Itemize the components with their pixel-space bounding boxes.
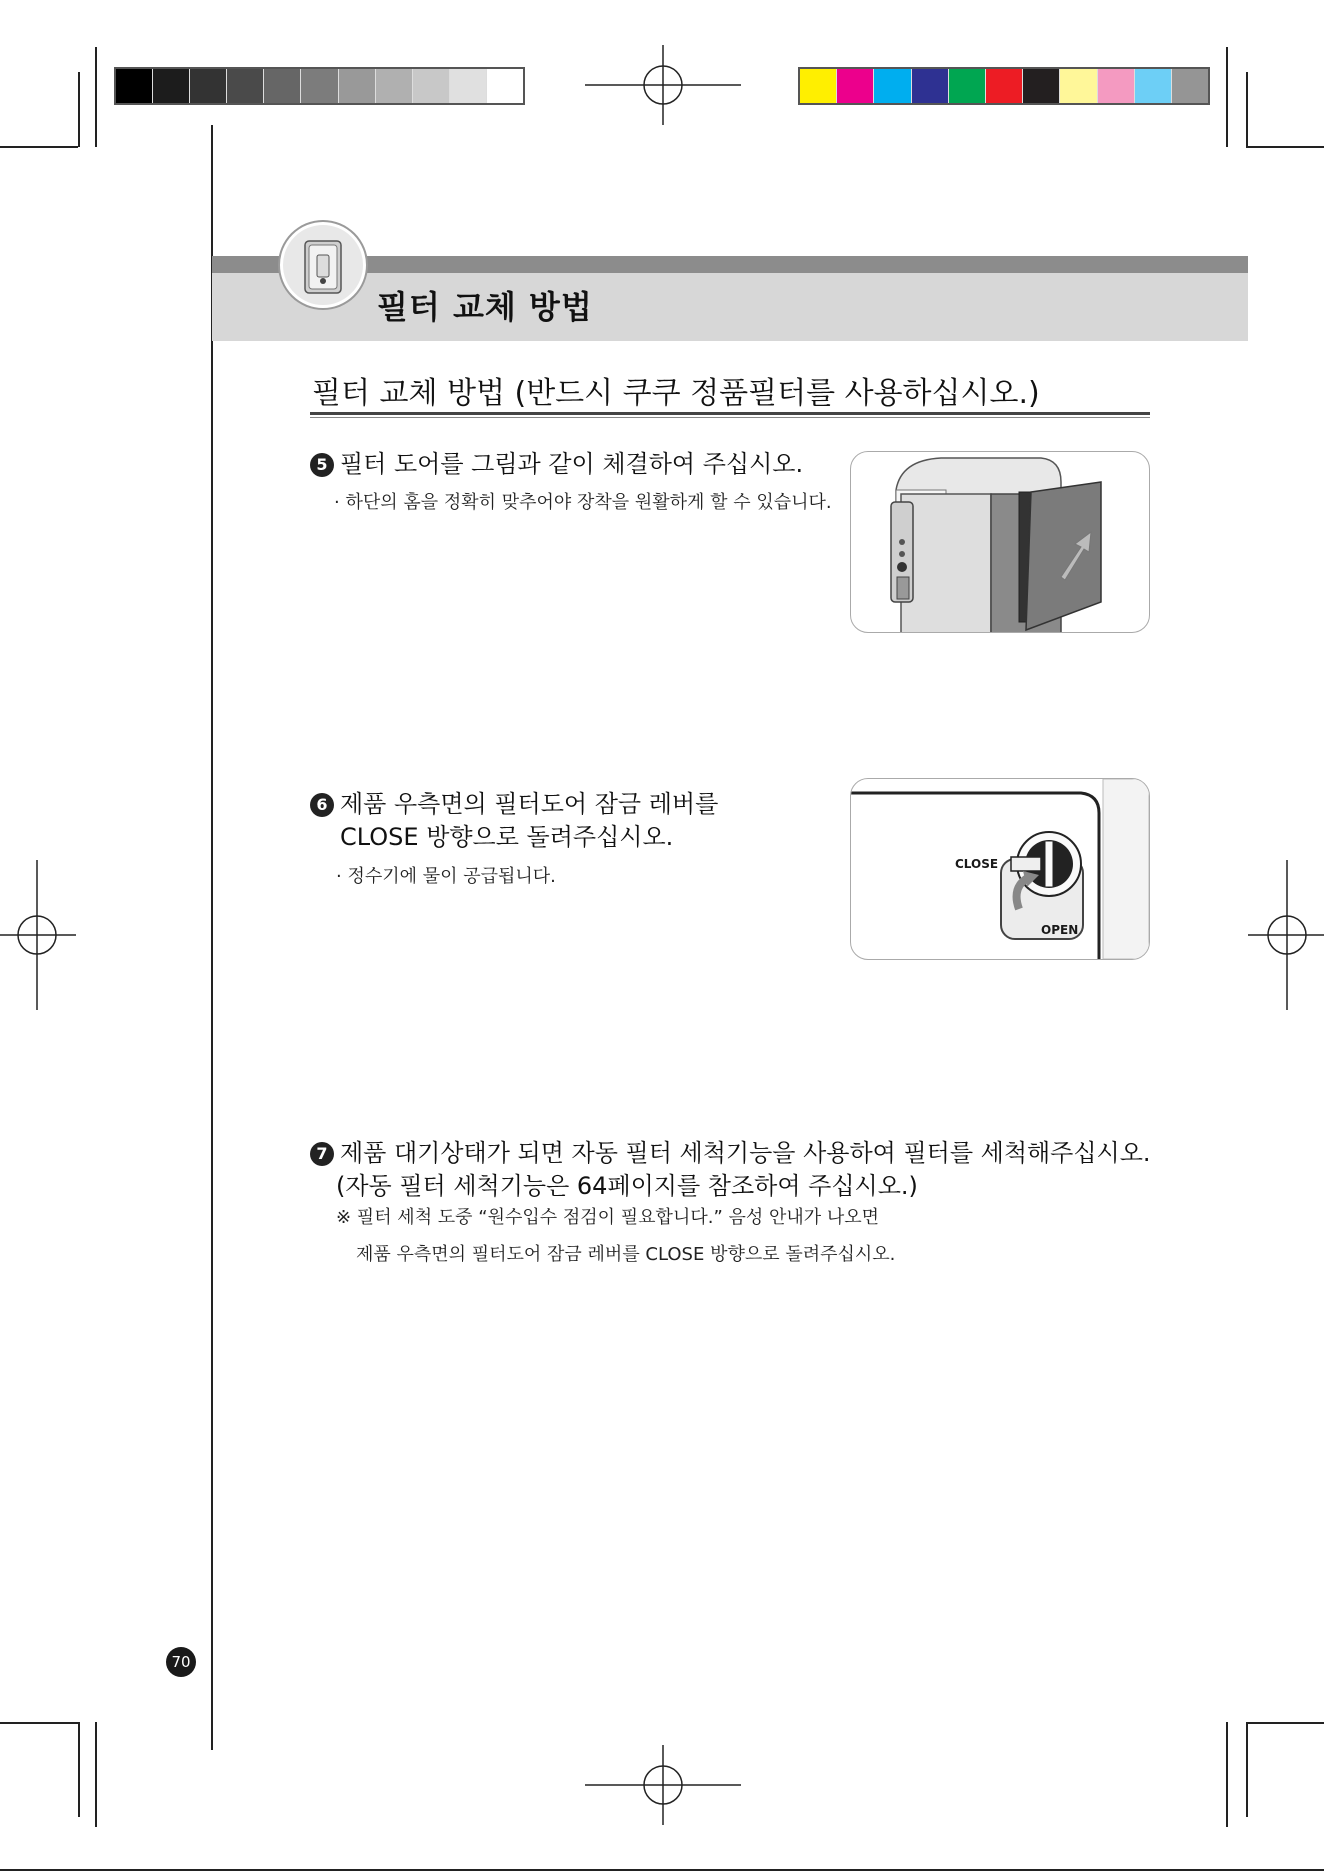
color-swatch bbox=[985, 69, 1022, 103]
open-label: OPEN bbox=[1041, 923, 1079, 937]
registration-mark-right bbox=[1248, 860, 1324, 1010]
step-7 bbox=[310, 1137, 1151, 1203]
close-label: CLOSE bbox=[955, 857, 999, 871]
color-swatch bbox=[800, 69, 836, 103]
step-number: 5 bbox=[310, 453, 334, 477]
color-swatch bbox=[1097, 69, 1134, 103]
lock-lever-illustration bbox=[850, 778, 1150, 960]
color-calibration-bar bbox=[798, 67, 1210, 105]
page-number: 70 bbox=[166, 1647, 196, 1677]
step-number: 6 bbox=[310, 793, 334, 817]
registration-mark-top bbox=[585, 45, 741, 125]
color-swatch bbox=[1171, 69, 1208, 103]
gray-swatch bbox=[189, 69, 226, 103]
gray-swatch bbox=[449, 69, 486, 103]
step-6 bbox=[310, 788, 718, 854]
step-text-line2: (자동 필터 세척기능은 64페이지를 참조하여 주십시오.) bbox=[336, 1172, 918, 1200]
step-5 bbox=[310, 448, 803, 481]
gray-swatch bbox=[263, 69, 300, 103]
step-7-note-line1: ※ 필터 세척 도중 “원수입수 점검이 필요합니다.” 음성 안내가 나오면 bbox=[336, 1207, 880, 1228]
registration-mark-bottom bbox=[585, 1745, 741, 1825]
water-purifier-icon bbox=[280, 222, 366, 308]
color-swatch bbox=[1134, 69, 1171, 103]
step-5-note: · 하단의 홈을 정확히 맞추어야 장착을 원활하게 할 수 있습니다. bbox=[334, 492, 832, 513]
step-number: 7 bbox=[310, 1142, 334, 1166]
step-6-note: · 정수기에 물이 공급됩니다. bbox=[336, 866, 556, 887]
registration-mark-left bbox=[0, 860, 76, 1010]
gray-swatch bbox=[152, 69, 189, 103]
header-band bbox=[212, 273, 1248, 341]
color-swatch bbox=[911, 69, 948, 103]
gray-swatch bbox=[375, 69, 412, 103]
header-band-top bbox=[212, 256, 1248, 273]
page-title: 필터 교체 방법 bbox=[377, 288, 593, 326]
step-text-line2: CLOSE 방향으로 돌려주십시오. bbox=[340, 823, 674, 851]
color-swatch bbox=[948, 69, 985, 103]
gray-swatch bbox=[338, 69, 375, 103]
section-title: 필터 교체 방법 (반드시 쿠쿠 정품필터를 사용하십시오.) bbox=[312, 376, 1040, 411]
step-7-note-line2: 제품 우측면의 필터도어 잠금 레버를 CLOSE 방향으로 돌려주십시오. bbox=[356, 1244, 896, 1265]
gray-swatch bbox=[412, 69, 449, 103]
step-text-line1: 제품 우측면의 필터도어 잠금 레버를 bbox=[340, 790, 719, 818]
color-swatch bbox=[836, 69, 873, 103]
gray-swatch bbox=[486, 69, 523, 103]
section-divider-thin bbox=[310, 417, 1150, 418]
color-swatch bbox=[1022, 69, 1059, 103]
color-swatch bbox=[873, 69, 910, 103]
step-text: 필터 도어를 그림과 같이 체결하여 주십시오. bbox=[340, 450, 804, 478]
section-divider bbox=[310, 412, 1150, 415]
color-swatch bbox=[1059, 69, 1096, 103]
step-text-line1: 제품 대기상태가 되면 자동 필터 세척기능을 사용하여 필터를 세척해주십시오. bbox=[340, 1139, 1151, 1167]
gray-swatch bbox=[300, 69, 337, 103]
grayscale-calibration-bar bbox=[114, 67, 525, 105]
gray-swatch bbox=[116, 69, 152, 103]
gray-swatch bbox=[226, 69, 263, 103]
filter-door-illustration bbox=[850, 451, 1150, 633]
